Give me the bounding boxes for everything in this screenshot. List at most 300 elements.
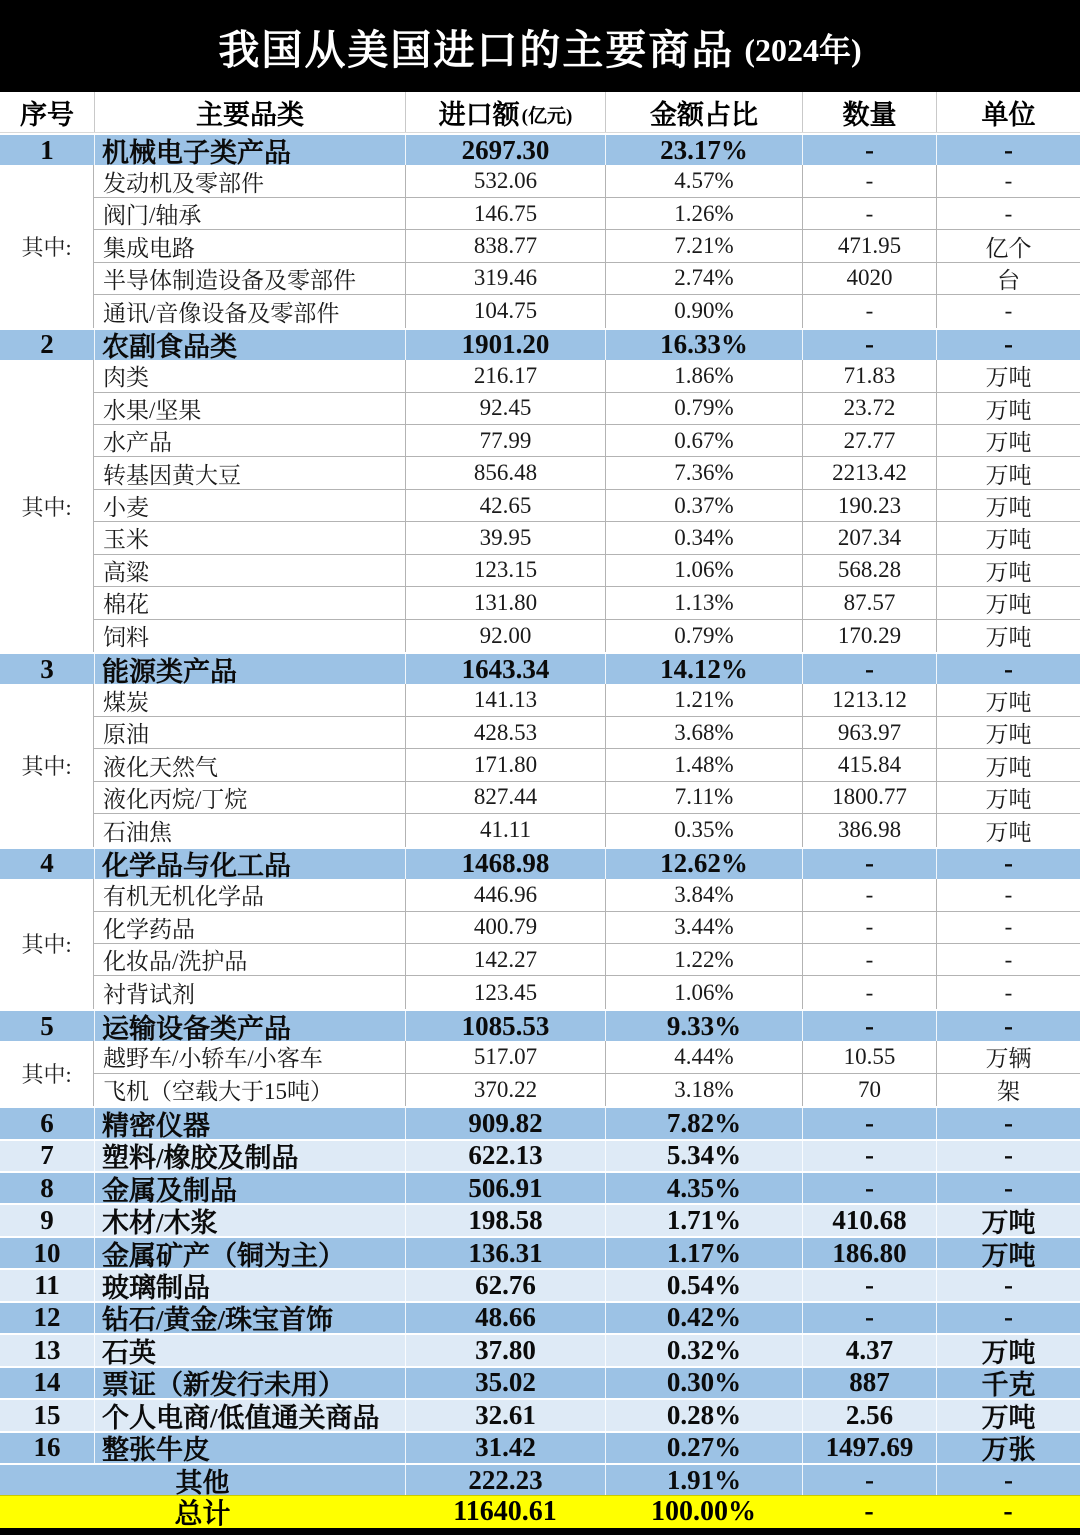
amount-share-cell: 12.62%	[605, 849, 802, 879]
import-amount-cell: 32.61	[405, 1400, 605, 1430]
row-number-cell: 16	[33, 1432, 61, 1463]
unit-cell: 架	[936, 1074, 1080, 1106]
amount-share-cell: 100.00%	[651, 1496, 756, 1528]
sub-item-label-cell: 煤炭	[103, 689, 149, 715]
amount-share-cell: 0.34%	[605, 522, 802, 553]
amount-share-cell: 1.17%	[605, 1238, 802, 1268]
category-label-cell: 精密仪器	[94, 1108, 405, 1138]
amount-share-cell: 1.86%	[605, 360, 802, 391]
sub-item-row	[94, 295, 1080, 327]
sub-item-row	[94, 587, 1080, 619]
category-label-cell: 木材/木浆	[94, 1205, 405, 1235]
col-header-unit-label: 单位	[981, 99, 1036, 130]
quantity-cell: 71.83	[802, 360, 936, 391]
sub-item-row	[94, 393, 1080, 425]
import-amount-cell: 146.75	[405, 198, 605, 229]
import-amount-cell: 104.75	[405, 295, 605, 327]
page-title: 我国从美国进口的主要商品	[218, 26, 735, 73]
unit-cell: -	[936, 849, 1080, 879]
sub-item-row	[94, 1041, 1080, 1073]
unit-cell: -	[936, 654, 1080, 684]
quantity-cell: -	[802, 1303, 936, 1333]
sub-item-label-cell: 液化天然气	[103, 754, 218, 780]
category-label-cell: 玻璃制品	[94, 1270, 405, 1300]
unit-cell: -	[936, 879, 1080, 910]
import-amount-cell: 1643.34	[405, 654, 605, 684]
category-row	[0, 847, 1080, 879]
unit-cell: -	[1003, 1496, 1013, 1528]
import-amount-cell: 1468.98	[405, 849, 605, 879]
sub-rows	[94, 684, 1080, 846]
amount-share-cell: 1.71%	[605, 1205, 802, 1235]
unit-cell: 万张	[936, 1433, 1080, 1463]
amount-share-cell: 3.68%	[605, 717, 802, 748]
category-row	[0, 1398, 1080, 1430]
qizhong-merged-cell: 其中:	[0, 360, 94, 652]
sub-item-row	[94, 490, 1080, 522]
row-number-cell: 8	[40, 1173, 54, 1203]
sub-item-row	[94, 782, 1080, 814]
quantity-cell: -	[802, 1270, 936, 1300]
unit-cell: 万吨	[936, 360, 1080, 391]
import-amount-cell: 517.07	[405, 1041, 605, 1072]
sub-item-label-cell: 化学药品	[103, 916, 195, 942]
quantity-cell: 410.68	[802, 1205, 936, 1235]
unit-cell: -	[936, 912, 1080, 943]
import-amount-cell: 42.65	[405, 490, 605, 521]
sub-item-label-cell: 肉类	[103, 365, 149, 391]
sub-item-label-cell: 发动机及零部件	[103, 170, 264, 196]
category-row	[0, 1366, 1080, 1398]
quantity-cell: -	[802, 944, 936, 975]
amount-share-cell: 0.67%	[605, 425, 802, 456]
col-header-share-label: 金额占比	[650, 99, 758, 130]
unit-cell: -	[936, 944, 1080, 975]
sub-item-label-cell: 飞机（空载大于15吨）	[103, 1079, 333, 1105]
import-amount-cell: 136.31	[405, 1238, 605, 1268]
import-amount-cell: 370.22	[405, 1074, 605, 1106]
total-label-cell: 总计	[174, 1499, 231, 1528]
amount-share-cell: 4.35%	[605, 1173, 802, 1203]
col-header-amount	[405, 92, 605, 132]
category-row	[0, 1236, 1080, 1268]
quantity-cell: -	[802, 1108, 936, 1138]
unit-cell: 万吨	[936, 749, 1080, 780]
row-number-cell: 13	[33, 1335, 61, 1365]
import-amount-cell: 216.17	[405, 360, 605, 391]
sub-item-row	[94, 1074, 1080, 1106]
category-row	[0, 1431, 1080, 1463]
quantity-cell: 1497.69	[802, 1433, 936, 1463]
category-label-cell: 运输设备类产品	[94, 1011, 405, 1041]
col-header-no	[0, 92, 94, 132]
quantity-cell: -	[802, 1173, 936, 1203]
sub-item-label-cell: 水产品	[103, 430, 172, 456]
sub-item-row	[94, 684, 1080, 716]
amount-share-cell: 0.79%	[605, 393, 802, 424]
sub-item-label-cell: 转基因黄大豆	[103, 462, 241, 488]
table-body	[0, 133, 1080, 1528]
import-amount-cell: 532.06	[405, 165, 605, 196]
quantity-cell: 1213.12	[802, 684, 936, 715]
quantity-cell: 471.95	[802, 230, 936, 261]
category-row	[0, 1333, 1080, 1365]
quantity-cell: 27.77	[802, 425, 936, 456]
col-header-category	[94, 92, 405, 132]
row-number-cell: 14	[33, 1367, 61, 1398]
category-label-cell: 个人电商/低值通关商品	[94, 1400, 405, 1430]
sub-item-label-cell: 越野车/小轿车/小客车	[103, 1046, 323, 1072]
unit-cell: -	[936, 1465, 1080, 1495]
unit-cell: 万吨	[936, 717, 1080, 748]
row-number-cell: 12	[33, 1302, 61, 1333]
quantity-cell: 2.56	[802, 1400, 936, 1430]
unit-cell: 万吨	[936, 1400, 1080, 1430]
sub-item-label-cell: 衬背试剂	[103, 982, 195, 1008]
amount-share-cell: 1.48%	[605, 749, 802, 780]
amount-share-cell: 23.17%	[605, 135, 802, 165]
category-label-cell: 钻石/黄金/珠宝首饰	[94, 1303, 405, 1333]
sub-item-label-cell: 小麦	[103, 495, 149, 521]
sub-item-label-cell: 棉花	[103, 592, 149, 618]
sub-item-label-cell: 石油焦	[103, 819, 172, 845]
import-amount-cell: 1085.53	[405, 1011, 605, 1041]
category-row	[0, 133, 1080, 165]
sub-item-row	[94, 198, 1080, 230]
unit-cell: -	[936, 330, 1080, 360]
quantity-cell: -	[802, 654, 936, 684]
unit-cell: -	[936, 1303, 1080, 1333]
quantity-cell: 70	[802, 1074, 936, 1106]
row-number-cell: 10	[33, 1237, 61, 1268]
unit-cell: 万辆	[936, 1041, 1080, 1072]
category-label-cell: 整张牛皮	[94, 1433, 405, 1463]
amount-share-cell: 7.82%	[605, 1108, 802, 1138]
category-row	[0, 1009, 1080, 1041]
quantity-cell: 170.29	[802, 620, 936, 652]
page-title-year: (2024年)	[744, 32, 862, 68]
amount-share-cell: 1.13%	[605, 587, 802, 618]
row-number-cell: 7	[40, 1140, 54, 1171]
import-amount-cell: 37.80	[405, 1335, 605, 1365]
unit-cell: 万吨	[936, 490, 1080, 521]
category-row	[0, 1203, 1080, 1235]
import-amount-cell: 446.96	[405, 879, 605, 910]
sub-block	[0, 360, 1080, 652]
sub-item-row	[94, 230, 1080, 262]
quantity-cell: 186.80	[802, 1238, 936, 1268]
unit-cell: -	[936, 198, 1080, 229]
category-label-cell: 票证（新发行未用）	[94, 1368, 405, 1398]
amount-share-cell: 1.06%	[605, 976, 802, 1008]
sub-rows	[94, 1041, 1080, 1106]
category-label-cell: 化学品与化工品	[94, 849, 405, 879]
import-amount-cell: 141.13	[405, 684, 605, 715]
category-label-cell: 塑料/橡胶及制品	[94, 1141, 405, 1171]
amount-share-cell: 3.44%	[605, 912, 802, 943]
row-number-cell: 15	[33, 1400, 61, 1430]
other-row	[0, 1463, 1080, 1495]
amount-share-cell: 7.36%	[605, 457, 802, 488]
import-amount-cell: 1901.20	[405, 330, 605, 360]
sub-item-label-cell: 原油	[103, 722, 149, 748]
amount-share-cell: 14.12%	[605, 654, 802, 684]
import-amount-cell: 131.80	[405, 587, 605, 618]
unit-cell: 万吨	[936, 814, 1080, 846]
import-amount-cell: 827.44	[405, 782, 605, 813]
amount-share-cell: 7.21%	[605, 230, 802, 261]
row-number-cell: 11	[34, 1270, 60, 1301]
import-amount-cell: 142.27	[405, 944, 605, 975]
unit-cell: -	[936, 1270, 1080, 1300]
import-amount-cell: 222.23	[405, 1465, 605, 1495]
sub-item-label-cell: 饲料	[103, 625, 149, 651]
quantity-cell: -	[802, 165, 936, 196]
quantity-cell: -	[802, 330, 936, 360]
unit-cell: 万吨	[936, 782, 1080, 813]
sub-item-row	[94, 522, 1080, 554]
import-amount-cell: 11640.61	[453, 1496, 557, 1528]
import-amount-cell: 62.76	[405, 1270, 605, 1300]
amount-share-cell: 0.37%	[605, 490, 802, 521]
row-number-cell: 6	[40, 1108, 54, 1138]
unit-cell: -	[936, 1173, 1080, 1203]
sub-item-row	[94, 717, 1080, 749]
amount-share-cell: 0.28%	[605, 1400, 802, 1430]
sub-item-row	[94, 457, 1080, 489]
unit-cell: 万吨	[936, 555, 1080, 586]
sub-block	[0, 1041, 1080, 1106]
import-amount-cell: 838.77	[405, 230, 605, 261]
unit-cell: -	[936, 976, 1080, 1008]
sub-item-row	[94, 555, 1080, 587]
amount-share-cell: 3.18%	[605, 1074, 802, 1106]
unit-cell: 万吨	[936, 425, 1080, 456]
quantity-cell: -	[802, 976, 936, 1008]
sub-item-label-cell: 玉米	[103, 527, 149, 553]
col-header-qty-label: 数量	[842, 99, 897, 130]
amount-share-cell: 0.90%	[605, 295, 802, 327]
amount-share-cell: 1.21%	[605, 684, 802, 715]
amount-share-cell: 2.74%	[605, 263, 802, 294]
amount-share-cell: 16.33%	[605, 330, 802, 360]
unit-cell: 台	[936, 263, 1080, 294]
sub-item-label-cell: 水果/坚果	[103, 397, 202, 423]
bottom-bar	[0, 1528, 1080, 1535]
amount-share-cell: 1.91%	[605, 1465, 802, 1495]
quantity-cell: 4020	[802, 263, 936, 294]
unit-cell: 万吨	[936, 587, 1080, 618]
sub-item-row	[94, 165, 1080, 197]
qizhong-merged-cell: 其中:	[0, 879, 94, 1009]
import-amount-cell: 909.82	[405, 1108, 605, 1138]
quantity-cell: -	[802, 1141, 936, 1171]
import-amount-cell: 92.45	[405, 393, 605, 424]
category-label-cell: 金属及制品	[94, 1173, 405, 1203]
unit-cell: 千克	[936, 1368, 1080, 1398]
quantity-cell: -	[802, 912, 936, 943]
unit-cell: -	[936, 1108, 1080, 1138]
sub-item-row	[94, 976, 1080, 1008]
unit-cell: 亿个	[936, 230, 1080, 261]
sub-rows	[94, 879, 1080, 1009]
category-row	[0, 1139, 1080, 1171]
unit-cell: 万吨	[936, 620, 1080, 652]
sub-block	[0, 684, 1080, 846]
category-label-cell: 石英	[94, 1335, 405, 1365]
amount-share-cell: 3.84%	[605, 879, 802, 910]
unit-cell: -	[936, 1141, 1080, 1171]
amount-share-cell: 1.06%	[605, 555, 802, 586]
import-amount-cell: 428.53	[405, 717, 605, 748]
quantity-cell: 963.97	[802, 717, 936, 748]
quantity-cell: 10.55	[802, 1041, 936, 1072]
import-amount-cell: 198.58	[405, 1205, 605, 1235]
category-row	[0, 328, 1080, 360]
row-number-cell: 1	[40, 135, 54, 165]
category-label-cell: 农副食品类	[94, 330, 405, 360]
unit-cell: -	[936, 1011, 1080, 1041]
sub-item-row	[94, 263, 1080, 295]
unit-cell: -	[936, 295, 1080, 327]
col-header-amount-label: 进口额	[438, 99, 520, 130]
sub-item-row	[94, 749, 1080, 781]
amount-share-cell: 1.26%	[605, 198, 802, 229]
quantity-cell: 4.37	[802, 1335, 936, 1365]
amount-share-cell: 4.57%	[605, 165, 802, 196]
sub-item-label-cell: 半导体制造设备及零部件	[103, 267, 356, 293]
quantity-cell: -	[802, 135, 936, 165]
quantity-cell: 568.28	[802, 555, 936, 586]
quantity-cell: 386.98	[802, 814, 936, 846]
row-number-cell: 3	[40, 654, 54, 684]
quantity-cell: 1800.77	[802, 782, 936, 813]
import-amount-cell: 622.13	[405, 1141, 605, 1171]
sub-item-label-cell: 阀门/轴承	[103, 203, 202, 229]
amount-share-cell: 0.35%	[605, 814, 802, 846]
category-label-cell: 能源类产品	[94, 654, 405, 684]
sub-item-label-cell: 通讯/音像设备及零部件	[103, 300, 340, 326]
sub-item-row	[94, 425, 1080, 457]
col-header-no-label: 序号	[20, 99, 74, 130]
unit-cell: 万吨	[936, 1335, 1080, 1365]
sub-item-label-cell: 有机无机化学品	[103, 884, 264, 910]
import-amount-cell: 39.95	[405, 522, 605, 553]
quantity-cell: -	[864, 1496, 874, 1528]
qizhong-merged-cell: 其中:	[0, 165, 94, 327]
sub-item-row	[94, 912, 1080, 944]
quantity-cell: 887	[802, 1368, 936, 1398]
sub-item-label-cell: 化妆品/洗护品	[103, 949, 248, 975]
category-row	[0, 1171, 1080, 1203]
quantity-cell: 2213.42	[802, 457, 936, 488]
quantity-cell: -	[802, 879, 936, 910]
amount-share-cell: 7.11%	[605, 782, 802, 813]
amount-share-cell: 0.32%	[605, 1335, 802, 1365]
import-amount-cell: 856.48	[405, 457, 605, 488]
import-amount-cell: 77.99	[405, 425, 605, 456]
title-bar	[0, 0, 1080, 92]
category-row	[0, 1301, 1080, 1333]
category-row	[0, 1268, 1080, 1300]
column-header-row	[0, 92, 1080, 133]
sub-item-row	[94, 879, 1080, 911]
category-row	[0, 1106, 1080, 1138]
quantity-cell: -	[802, 1011, 936, 1041]
import-amount-cell: 31.42	[405, 1433, 605, 1463]
unit-cell: 万吨	[936, 457, 1080, 488]
import-amount-cell: 92.00	[405, 620, 605, 652]
import-amount-cell: 171.80	[405, 749, 605, 780]
import-amount-cell: 48.66	[405, 1303, 605, 1333]
quantity-cell: -	[802, 1465, 936, 1495]
amount-share-cell: 0.79%	[605, 620, 802, 652]
category-row	[0, 652, 1080, 684]
unit-cell: 万吨	[936, 1205, 1080, 1235]
row-number-cell: 2	[40, 329, 54, 360]
col-header-unit	[936, 92, 1080, 132]
unit-cell: 万吨	[936, 522, 1080, 553]
unit-cell: 万吨	[936, 393, 1080, 424]
quantity-cell: 23.72	[802, 393, 936, 424]
sub-item-label-cell: 液化丙烷/丁烷	[103, 786, 248, 812]
sub-item-row	[94, 944, 1080, 976]
sub-rows	[94, 360, 1080, 652]
amount-share-cell: 0.30%	[605, 1368, 802, 1398]
col-header-amount-sublabel: (亿元)	[521, 105, 573, 127]
sub-block	[0, 879, 1080, 1009]
amount-share-cell: 5.34%	[605, 1141, 802, 1171]
quantity-cell: 207.34	[802, 522, 936, 553]
col-header-category-label: 主要品类	[196, 99, 304, 130]
row-number-cell: 5	[40, 1010, 54, 1041]
amount-share-cell: 4.44%	[605, 1041, 802, 1072]
row-number-cell: 9	[40, 1205, 54, 1236]
unit-cell: -	[936, 135, 1080, 165]
amount-share-cell: 0.42%	[605, 1303, 802, 1333]
other-label-cell: 其他	[175, 1467, 230, 1496]
import-amount-cell: 506.91	[405, 1173, 605, 1203]
sub-item-row	[94, 360, 1080, 392]
import-amount-cell: 35.02	[405, 1368, 605, 1398]
quantity-cell: 415.84	[802, 749, 936, 780]
unit-cell: 万吨	[936, 684, 1080, 715]
quantity-cell: -	[802, 849, 936, 879]
quantity-cell: 87.57	[802, 587, 936, 618]
unit-cell: -	[936, 165, 1080, 196]
unit-cell: 万吨	[936, 1238, 1080, 1268]
category-label-cell: 机械电子类产品	[94, 135, 405, 165]
import-amount-cell: 400.79	[405, 912, 605, 943]
amount-share-cell: 9.33%	[605, 1011, 802, 1041]
amount-share-cell: 0.54%	[605, 1270, 802, 1300]
amount-share-cell: 1.22%	[605, 944, 802, 975]
quantity-cell: -	[802, 295, 936, 327]
sub-item-row	[94, 814, 1080, 846]
sub-block	[0, 165, 1080, 327]
sub-item-label-cell: 高粱	[103, 559, 149, 585]
import-amount-cell: 123.45	[405, 976, 605, 1008]
import-amount-cell: 319.46	[405, 263, 605, 294]
sub-item-label-cell: 集成电路	[103, 235, 195, 261]
total-row	[0, 1495, 1080, 1527]
amount-share-cell: 0.27%	[605, 1433, 802, 1463]
sub-item-row	[94, 620, 1080, 652]
col-header-share	[605, 92, 802, 132]
import-amount-cell: 2697.30	[405, 135, 605, 165]
import-amount-cell: 41.11	[405, 814, 605, 846]
quantity-cell: -	[802, 198, 936, 229]
